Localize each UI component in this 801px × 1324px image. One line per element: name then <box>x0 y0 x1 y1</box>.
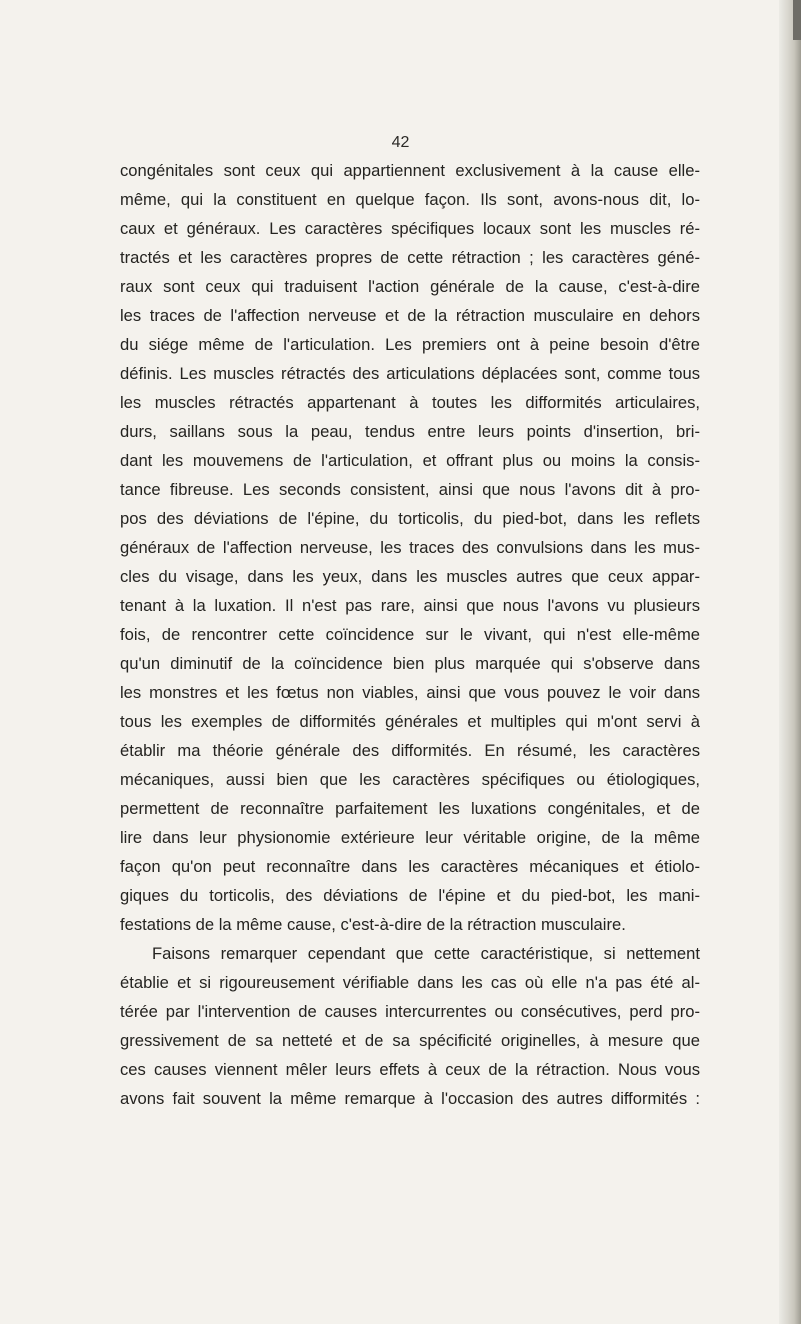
text-line: raux sont ceux qui traduisent l'action générale de la cause, c'est-à-dire <box>120 277 700 296</box>
text-line: dant les mouvemens de l'articulation, et offrant plus ou moins la consis- <box>120 451 700 470</box>
text-line: les muscles rétractés appartenant à toutes les difformités articulaires, <box>120 393 700 412</box>
paragraph-first-line: Faisons remarquer cependant que cette caractéristique, si nettement <box>152 944 700 963</box>
page-number: 42 <box>391 134 410 151</box>
text-line: pos des déviations de l'épine, du torticolis, du pied-bot, dans les reflets <box>120 509 700 528</box>
text-line: tous les exemples de difformités générales et multiples qui m'ont servi à <box>120 712 700 731</box>
text-line: les monstres et les fœtus non viables, ainsi que vous pouvez le voir dans <box>120 683 700 702</box>
text-line: durs, saillans sous la peau, tendus entre leurs points d'insertion, bri- <box>120 422 700 441</box>
text-line: cles du visage, dans les yeux, dans les muscles autres que ceux appar- <box>120 567 700 586</box>
text-line: établir ma théorie générale des difformités. En résumé, les caractères <box>120 741 700 760</box>
text-line: mécaniques, aussi bien que les caractères spécifiques ou étiologiques, <box>120 770 700 789</box>
scan-edge-mark <box>793 0 801 40</box>
text-line: du siége même de l'articulation. Les premiers ont à peine besoin d'être <box>120 335 700 354</box>
text-line: térée par l'intervention de causes intercurrentes ou consécutives, perd pro- <box>120 1002 700 1021</box>
text-line: définis. Les muscles rétractés des articulations déplacées sont, comme tous <box>120 364 700 383</box>
text-line: festations de la même cause, c'est-à-dire de la rétraction musculaire. <box>120 915 626 934</box>
body-text <box>120 156 700 1113</box>
text-line: façon qu'on peut reconnaître dans les caractères mécaniques et étiolo- <box>120 857 700 876</box>
text-line: congénitales sont ceux qui appartiennent exclusivement à la cause elle- <box>120 161 700 180</box>
text-line: établie et si rigoureusement vérifiable dans les cas où elle n'a pas été al- <box>120 973 700 992</box>
text-line: tenant à la luxation. Il n'est pas rare, ainsi que nous l'avons vu plusieurs <box>120 596 700 615</box>
page-binding-edge <box>779 0 801 1324</box>
text-line: généraux de l'affection nerveuse, les traces des convulsions dans les mus- <box>120 538 700 557</box>
text-line: giques du torticolis, des déviations de l'épine et du pied-bot, les mani- <box>120 886 700 905</box>
text-line: tance fibreuse. Les seconds consistent, ainsi que nous l'avons dit à pro- <box>120 480 700 499</box>
text-line: ces causes viennent mêler leurs effets à ceux de la rétraction. Nous vous <box>120 1060 700 1079</box>
text-line: gressivement de sa netteté et de sa spécificité originelles, à mesure que <box>120 1031 700 1050</box>
text-line: tractés et les caractères propres de cette rétraction ; les caractères géné- <box>120 248 700 267</box>
text-line: même, qui la constituent en quelque façon. Ils sont, avons-nous dit, lo- <box>120 190 700 209</box>
text-line: lire dans leur physionomie extérieure leur véritable origine, de la même <box>120 828 700 847</box>
text-line: caux et généraux. Les caractères spécifiques locaux sont les muscles ré- <box>120 219 700 238</box>
text-line: qu'un diminutif de la coïncidence bien plus marquée qui s'observe dans <box>120 654 700 673</box>
text-line: permettent de reconnaître parfaitement les luxations congénitales, et de <box>120 799 700 818</box>
text-line: avons fait souvent la même remarque à l'occasion des autres difformités : <box>120 1089 700 1108</box>
text-line: fois, de rencontrer cette coïncidence sur le vivant, qui n'est elle-même <box>120 625 700 644</box>
text-line: les traces de l'affection nerveuse et de la rétraction musculaire en dehors <box>120 306 700 325</box>
